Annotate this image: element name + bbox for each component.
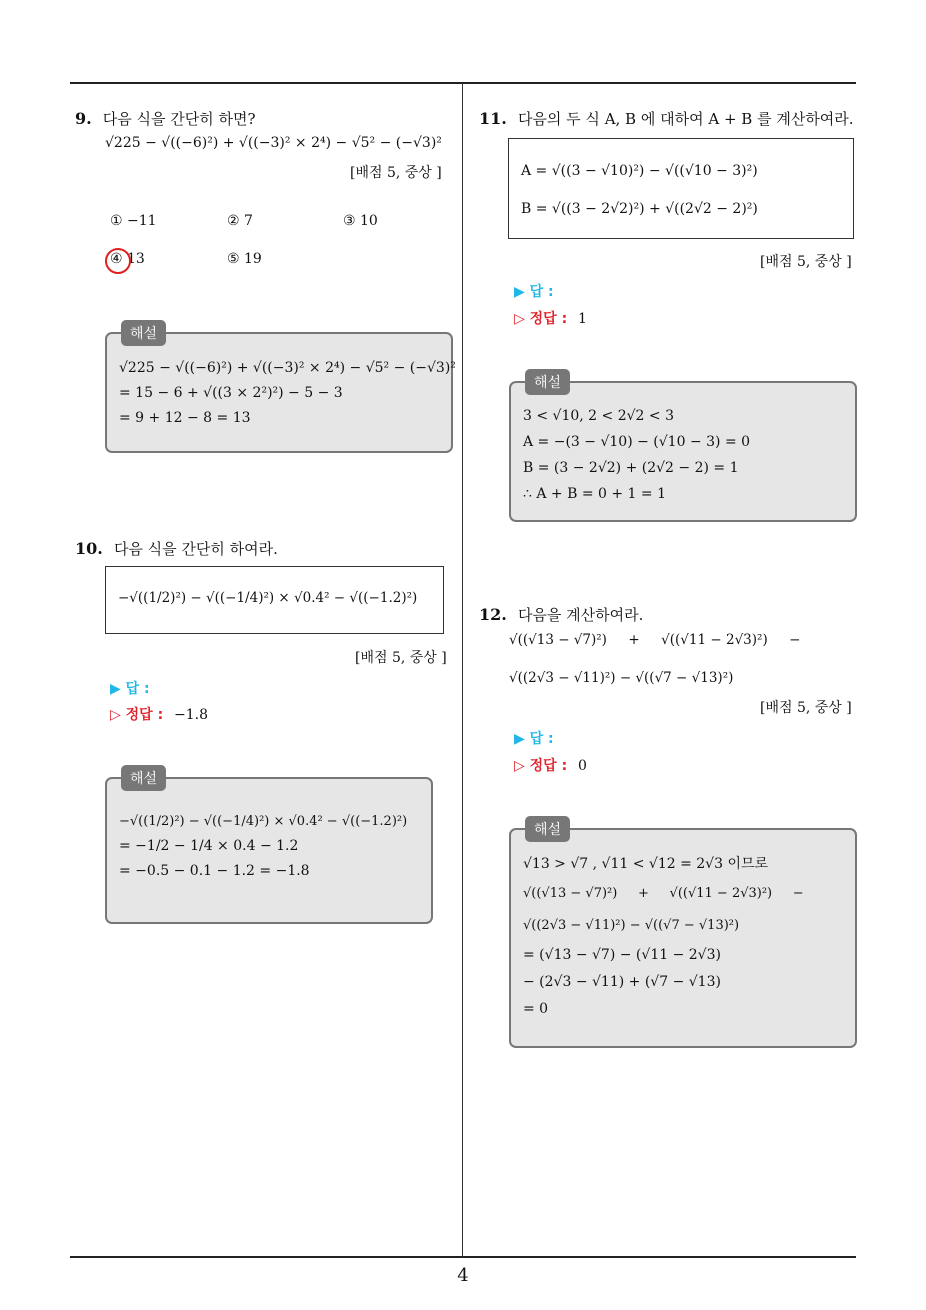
solution-line: − (2√3 − √11) + (√7 − √13) bbox=[523, 974, 721, 990]
question-10-formula-box bbox=[105, 566, 444, 634]
solution-line: = 9 + 12 − 8 = 13 bbox=[119, 410, 251, 426]
question-12-points: [배점 5, 중상 ] bbox=[760, 700, 852, 716]
formula-a: A = √((3 − √10)²) − √((√10 − 3)²) bbox=[521, 163, 758, 179]
correct-label: ▷ 정답 : bbox=[514, 758, 568, 774]
question-number: 10. bbox=[75, 539, 103, 558]
answer-label: ▶ 답 : bbox=[514, 284, 554, 300]
question-11-solution-box bbox=[509, 375, 857, 522]
solution-line: = 0 bbox=[523, 1001, 549, 1017]
correct-value: 1 bbox=[578, 311, 587, 327]
question-9-solution-box bbox=[105, 326, 456, 453]
question-12-formula-line-1: √((√13 − √7)²) + √((√11 − 2√3)²) − bbox=[509, 632, 801, 648]
selected-answer-circle-icon bbox=[105, 248, 131, 274]
question-11 bbox=[479, 108, 854, 129]
column-divider bbox=[462, 83, 463, 1258]
solution-line: √13 > √7 , √11 < √12 = 2√3 이므로 bbox=[523, 856, 769, 872]
solution-line: √((2√3 − √11)²) − √((√7 − √13)²) bbox=[523, 918, 740, 933]
correct-label: ▷ 정답 : bbox=[514, 311, 568, 327]
bottom-rule bbox=[70, 1256, 856, 1258]
question-11-answer-row bbox=[514, 281, 554, 301]
correct-value: 0 bbox=[578, 758, 587, 774]
solution-tab: 해설 bbox=[121, 320, 166, 346]
question-12-correct-row bbox=[514, 755, 587, 775]
question-9-formula: √225 − √((−6)²) + √((−3)² × 2⁴) − √5² − (−√3)² bbox=[105, 135, 442, 151]
choice-2[interactable]: ② 7 bbox=[227, 213, 253, 229]
question-10-points: [배점 5, 중상 ] bbox=[355, 650, 447, 666]
solution-line: B = (3 − 2√2) + (2√2 − 2) = 1 bbox=[523, 460, 739, 476]
answer-label: ▶ 답 : bbox=[110, 681, 150, 697]
question-number: 11. bbox=[479, 109, 507, 128]
choice-5[interactable]: ⑤ 19 bbox=[227, 251, 262, 267]
solution-line: √((√13 − √7)²) + √((√11 − 2√3)²) − bbox=[523, 886, 804, 901]
solution-tab: 해설 bbox=[525, 369, 570, 395]
question-10-answer-row bbox=[110, 678, 150, 698]
question-text: 다음의 두 식 A, B 에 대하여 A + B 를 계산하여라. bbox=[517, 110, 854, 128]
question-11-formula-box bbox=[508, 138, 854, 239]
question-12-answer-row bbox=[514, 728, 554, 748]
solution-line: = −0.5 − 0.1 − 1.2 = −1.8 bbox=[119, 863, 310, 879]
question-12 bbox=[479, 604, 643, 625]
question-10-formula: −√((1/2)²) − √((−1/4)²) × √0.4² − √((−1.2)²) bbox=[118, 590, 418, 606]
choice-4[interactable]: ④ 13 bbox=[110, 251, 145, 267]
question-text: 다음 식을 간단히 하여라. bbox=[113, 540, 278, 558]
solution-line: = 15 − 6 + √((3 × 2²)²) − 5 − 3 bbox=[119, 385, 343, 401]
correct-value: −1.8 bbox=[174, 707, 209, 723]
question-11-correct-row bbox=[514, 308, 587, 328]
question-number: 9. bbox=[75, 109, 92, 128]
answer-label: ▶ 답 : bbox=[514, 731, 554, 747]
question-12-solution-box bbox=[509, 822, 857, 1048]
solution-line: A = −(3 − √10) − (√10 − 3) = 0 bbox=[523, 434, 751, 450]
correct-label: ▷ 정답 : bbox=[110, 707, 164, 723]
question-10-solution-box bbox=[105, 771, 433, 924]
question-9-points: [배점 5, 중상 ] bbox=[350, 165, 442, 181]
solution-line: ∴ A + B = 0 + 1 = 1 bbox=[523, 486, 667, 502]
solution-line: 3 < √10, 2 < 2√2 < 3 bbox=[523, 408, 674, 424]
choice-1[interactable]: ① −11 bbox=[110, 213, 157, 229]
question-11-points: [배점 5, 중상 ] bbox=[760, 254, 852, 270]
solution-line: = (√13 − √7) − (√11 − 2√3) bbox=[523, 947, 721, 963]
solution-tab: 해설 bbox=[525, 816, 570, 842]
question-12-formula-line-2: √((2√3 − √11)²) − √((√7 − √13)²) bbox=[509, 670, 734, 686]
question-number: 12. bbox=[479, 605, 507, 624]
solution-line: √225 − √((−6)²) + √((−3)² × 2⁴) − √5² − (−√3)² bbox=[119, 360, 456, 376]
formula-b: B = √((3 − 2√2)²) + √((2√2 − 2)²) bbox=[521, 201, 758, 217]
solution-tab: 해설 bbox=[121, 765, 166, 791]
top-rule bbox=[70, 82, 856, 84]
solution-line: = −1/2 − 1/4 × 0.4 − 1.2 bbox=[119, 838, 299, 854]
question-10 bbox=[75, 538, 278, 559]
question-text: 다음을 계산하여라. bbox=[517, 606, 644, 624]
page-number: 4 bbox=[457, 1265, 469, 1286]
question-9 bbox=[75, 108, 256, 129]
question-text: 다음 식을 간단히 하면? bbox=[102, 110, 256, 128]
question-10-correct-row bbox=[110, 704, 208, 724]
choice-3[interactable]: ③ 10 bbox=[343, 213, 378, 229]
solution-line: −√((1/2)²) − √((−1/4)²) × √0.4² − √((−1.2)²) bbox=[119, 814, 408, 829]
